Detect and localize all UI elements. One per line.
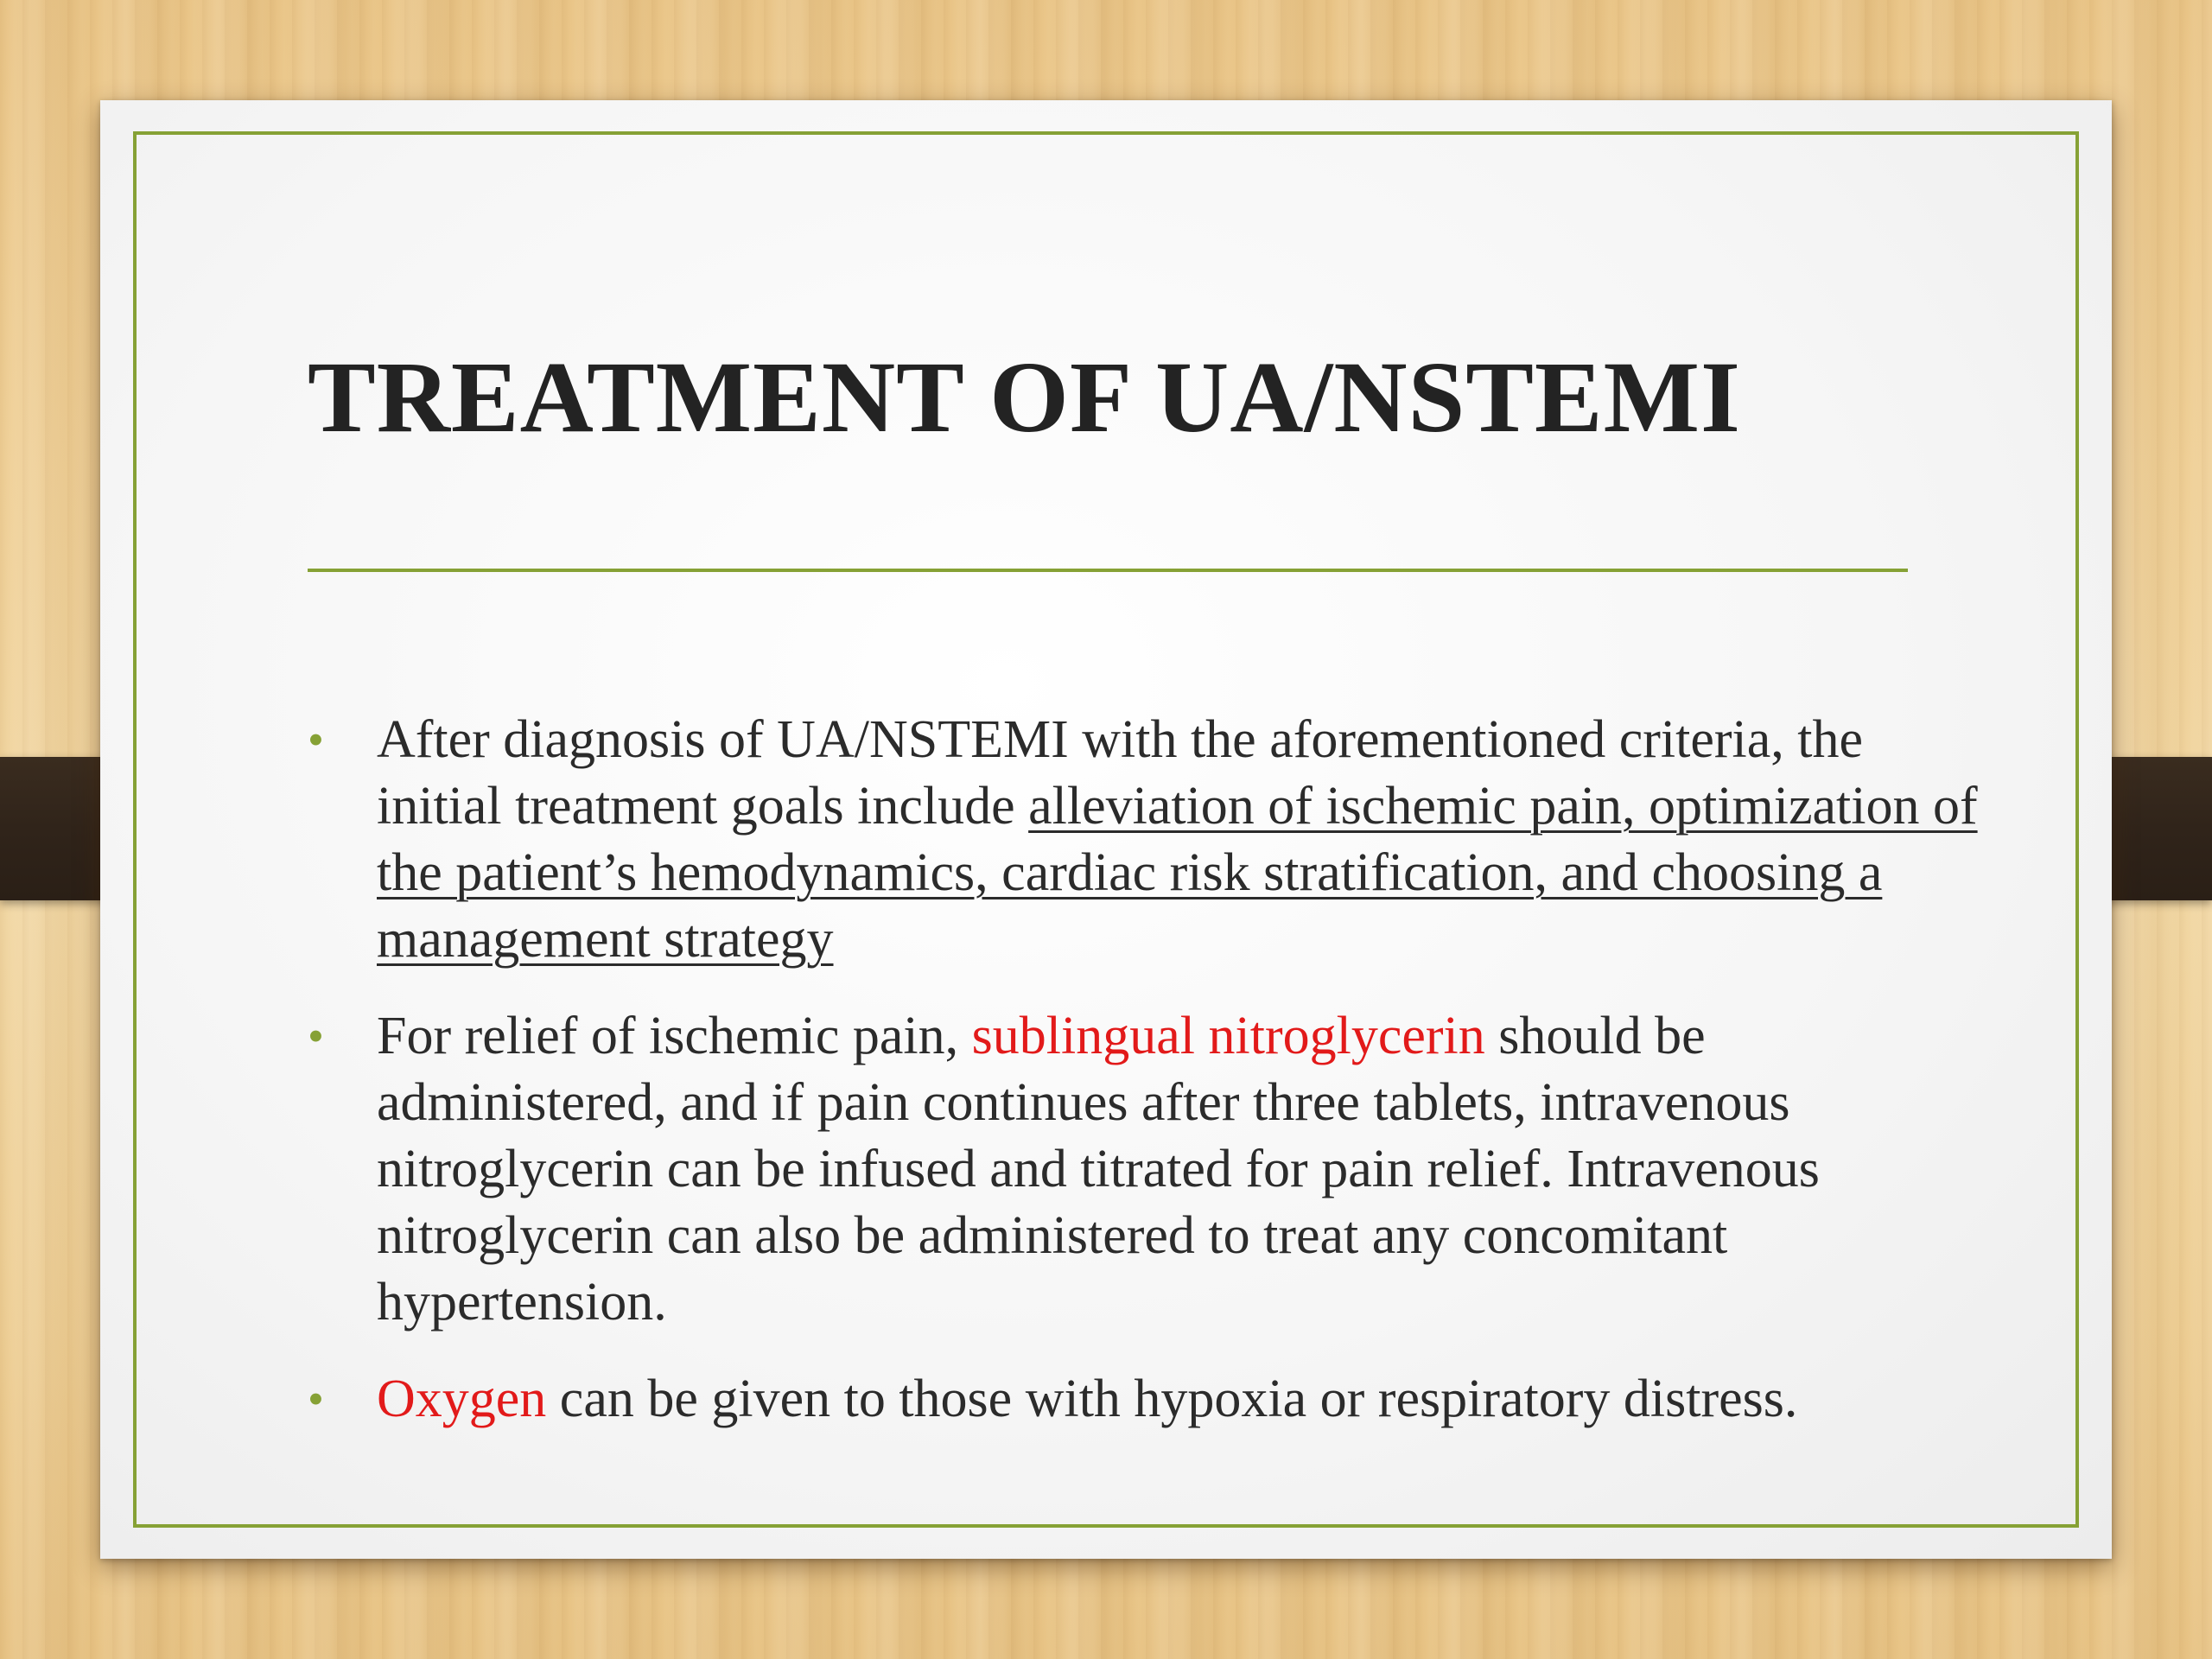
bullet-dot-icon: • — [308, 714, 324, 766]
bullet-dot-icon: • — [308, 1373, 324, 1425]
bullet-1-intro: After diagnosis of UA/NSTEMI with the aforementioned criteria, the initial treatment goals include — [377, 710, 1864, 836]
slide-title: TREATMENT OF UA/NSTEMI — [308, 340, 1741, 454]
bullet-2-after: should be administered, and if pain continues after three tablets, intravenous nitroglycerin can be infused and titrated for pain relief. Intravenous nitroglycerin can also be administered to treat any concomitant hypertension. — [377, 1007, 1820, 1332]
slide — [100, 100, 2112, 1559]
bullet-item-2 — [308, 1003, 1984, 1336]
bullet-1-underlined-goals: alleviation of ischemic pain, optimization of the patient’s hemodynamics, cardiac risk stratification, and choosing a management strategy — [377, 777, 1978, 969]
bullet-2-before: For relief of ischemic pain, — [377, 1007, 972, 1065]
bullet-2-highlight: sublingual nitroglycerin — [971, 1007, 1485, 1065]
bullet-item-1 — [308, 707, 1984, 973]
bullet-dot-icon: • — [308, 1010, 324, 1062]
bullet-list — [308, 707, 1984, 1463]
bullet-3-after: can be given to those with hypoxia or respiratory distress. — [546, 1370, 1798, 1428]
title-divider — [308, 569, 1908, 572]
bullet-3-highlight: Oxygen — [377, 1370, 547, 1428]
bullet-item-3 — [308, 1366, 1984, 1433]
